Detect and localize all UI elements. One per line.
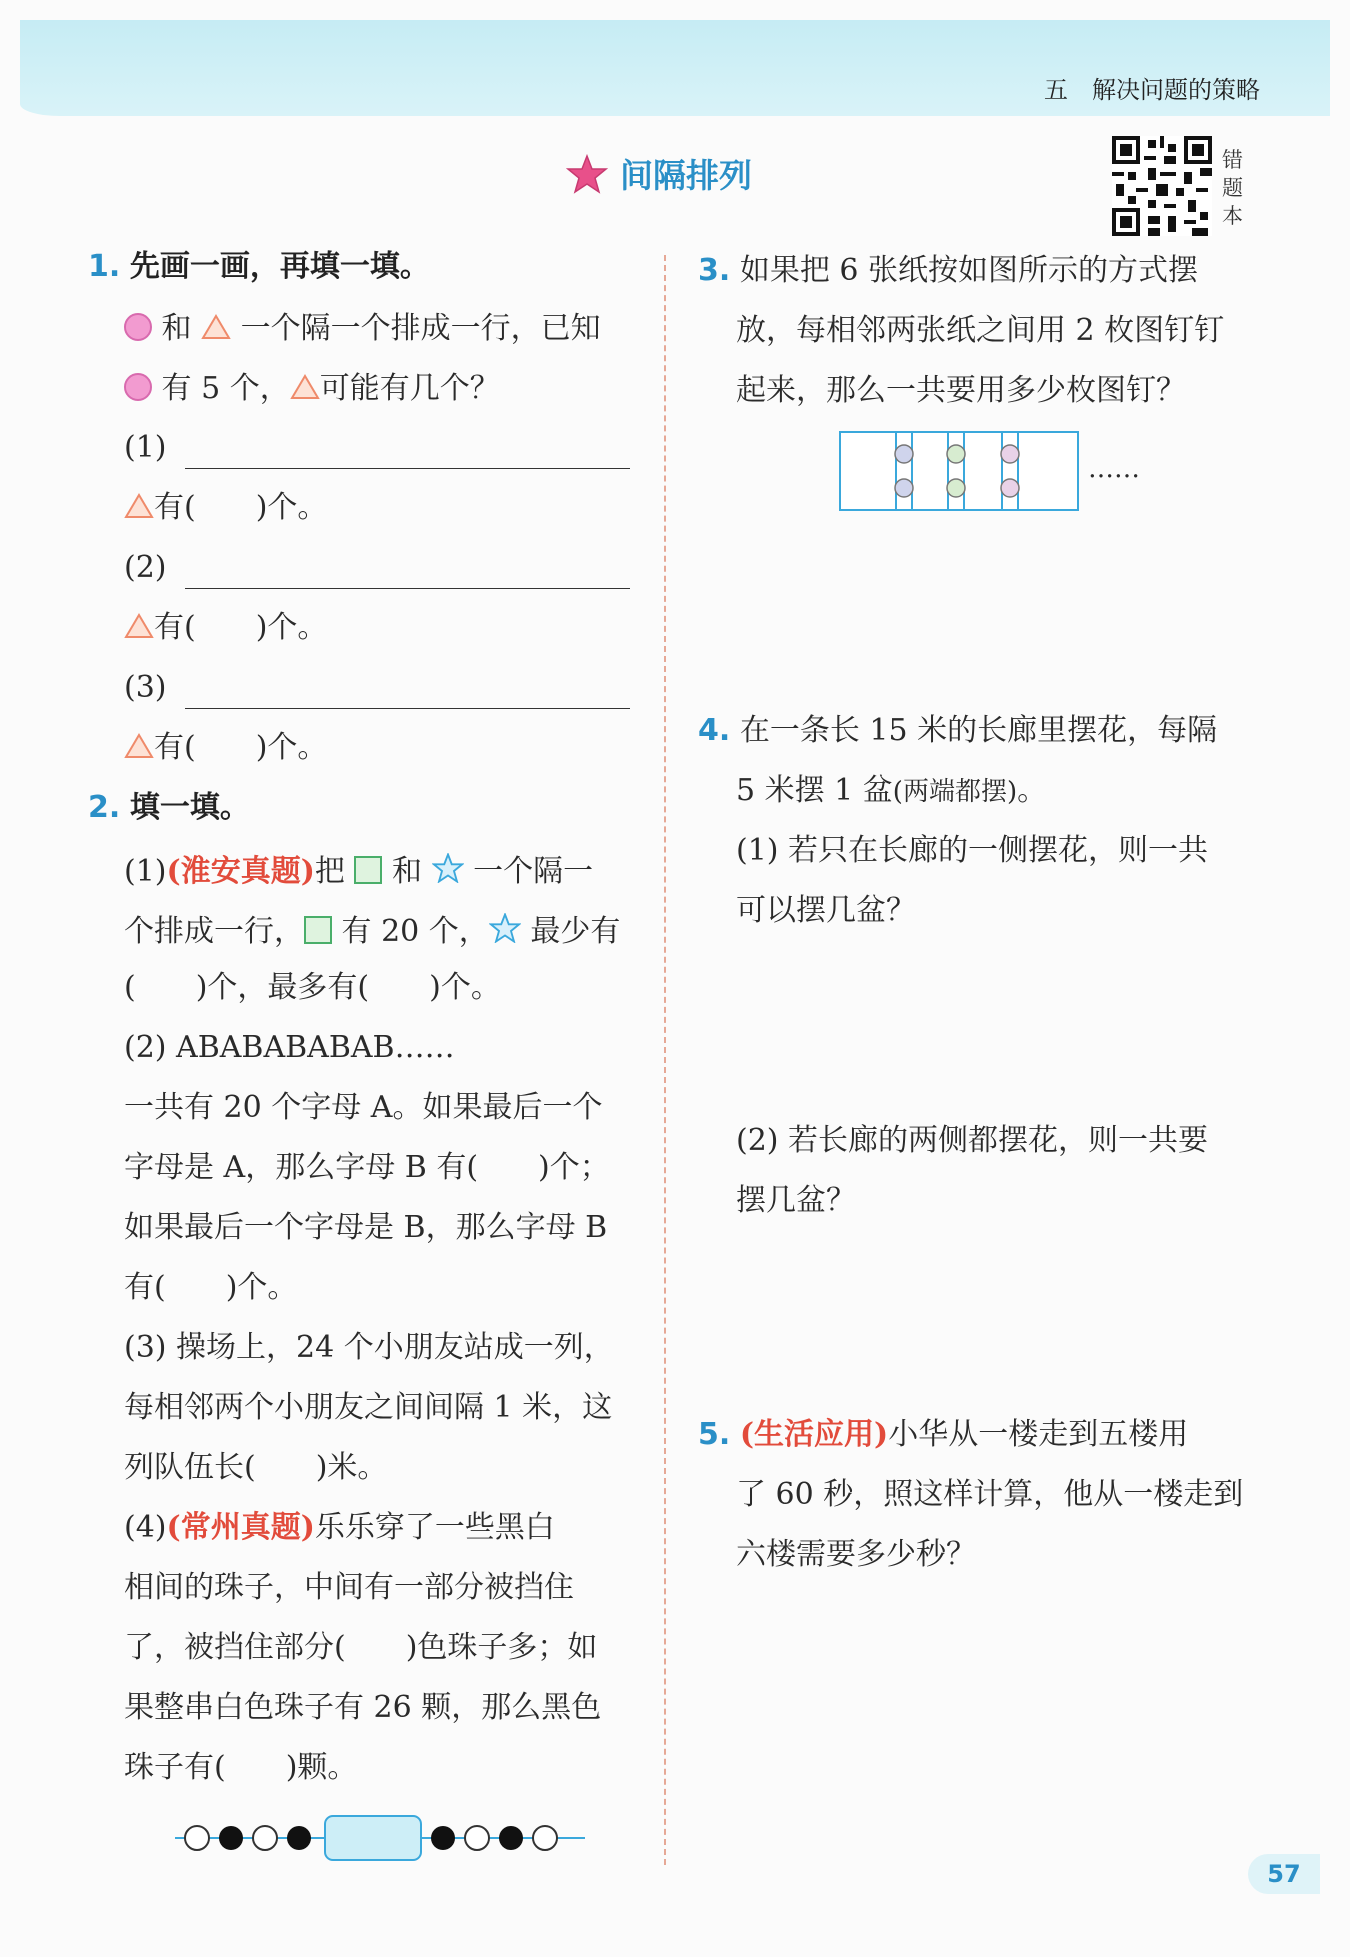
q2-s2-line-5: 有( )个。 <box>124 1270 298 1305</box>
pin-icon <box>895 479 913 497</box>
q1-line-1: 和 一个隔一个排成一行，已知 <box>124 313 601 344</box>
continuation-dots: …… <box>1088 454 1140 484</box>
q2-s3-line-1: (3) 操场上，24 个小朋友站成一列， <box>124 1330 614 1365</box>
lesson-title: 间隔排列 <box>620 156 752 195</box>
q2-s2-line-2: 一共有 20 个字母 A。如果最后一个 <box>124 1090 603 1125</box>
q1-part-1-label: (1) <box>124 430 167 465</box>
black-bead <box>499 1826 523 1850</box>
q5-line-3: 六楼需要多少秒？ <box>736 1537 976 1572</box>
paper-pins-figure <box>838 430 1080 512</box>
pink-circle-icon <box>124 313 152 341</box>
q2-s1-line-1: (1)(淮安真题)把 和 一个隔一 <box>124 854 594 889</box>
q2-heading: 2. 填一填。 <box>88 790 250 825</box>
q4-s2-line-1: (2) 若长廊的两侧都摆花，则一共要 <box>736 1123 1209 1158</box>
q2-s3-line-3: 列队伍长( )米。 <box>124 1450 388 1485</box>
star-icon <box>566 154 608 194</box>
lesson-heading <box>566 150 752 197</box>
blue-star-icon <box>432 853 464 883</box>
triangle-icon <box>124 733 154 759</box>
q2-s1-line-2: 个排成一行， 有 20 个， 最少有 <box>124 914 621 949</box>
q4-s1-line-2: 可以摆几盆？ <box>736 893 916 928</box>
white-bead <box>185 1826 209 1850</box>
triangle-icon <box>124 493 154 519</box>
green-square-icon <box>304 916 332 944</box>
q1-part-3-label: (3) <box>124 670 167 705</box>
triangle-icon <box>124 613 154 639</box>
chapter-title: 五 解决问题的策略 <box>1044 76 1260 104</box>
q2-s2-line-3: 字母是 A，那么字母 B 有( )个； <box>124 1150 610 1185</box>
source-tag: (淮安真题) <box>166 854 315 889</box>
hidden-part-box <box>325 1816 421 1860</box>
source-tag: (生活应用) <box>739 1417 889 1452</box>
pin-icon <box>1001 479 1019 497</box>
black-bead <box>431 1826 455 1850</box>
source-tag: (常州真题) <box>166 1510 315 1545</box>
q4-s1-line-1: (1) 若只在长廊的一侧摆花，则一共 <box>736 833 1209 868</box>
pin-icon <box>947 479 965 497</box>
triangle-icon <box>290 374 320 400</box>
column-divider <box>664 255 666 1865</box>
qr-code-icon[interactable] <box>1112 136 1212 236</box>
q2-s3-line-2: 每相邻两个小朋友之间间隔 1 米，这 <box>124 1390 613 1425</box>
q4-line-1: 4. 在一条长 15 米的长廊里摆花，每隔 <box>698 713 1218 748</box>
q4-line-2: 5 米摆 1 盆(两端都摆)。 <box>736 773 1048 808</box>
white-bead <box>465 1826 489 1850</box>
q1-line-2: 有 5 个， 可能有几个？ <box>124 373 500 404</box>
q5-line-2: 了 60 秒，照这样计算，他从一楼走到 <box>736 1477 1244 1512</box>
q2-s2-line-4: 如果最后一个字母是 B，那么字母 B <box>124 1210 608 1245</box>
q1-part-1-answer: 有( )个。 <box>124 493 327 523</box>
q1-part-2-label: (2) <box>124 550 167 585</box>
black-bead <box>219 1826 243 1850</box>
q2-s4-line-5: 珠子有( )颗。 <box>124 1750 358 1785</box>
q2-s4-line-1: (4)(常州真题)乐乐穿了一些黑白 <box>124 1510 555 1545</box>
green-square-icon <box>354 856 382 884</box>
q2-s2-line-1: (2) ABABABABAB…… <box>124 1030 455 1065</box>
blue-star-icon <box>489 913 521 943</box>
error-book-label: 错 题 本 <box>1222 148 1243 228</box>
q4-s2-line-2: 摆几盆？ <box>736 1183 856 1218</box>
q1-heading: 1. 先画一画，再填一填。 <box>88 249 430 284</box>
q3-line-2: 放，每相邻两张纸之间用 2 枚图钉钉 <box>736 313 1225 348</box>
pin-icon <box>1001 445 1019 463</box>
q2-s4-line-2: 相间的珠子，中间有一部分被挡住 <box>124 1570 574 1605</box>
page-number: 57 <box>1248 1854 1320 1894</box>
pin-icon <box>947 445 965 463</box>
q5-line-1: 5. (生活应用)小华从一楼走到五楼用 <box>698 1417 1189 1452</box>
q2-s4-line-4: 果整串白色珠子有 26 颗，那么黑色 <box>124 1690 602 1725</box>
bead-string-figure <box>175 1810 585 1866</box>
q2-s4-line-3: 了，被挡住部分( )色珠子多；如 <box>124 1630 598 1665</box>
q1-part-3-answer-line[interactable] <box>185 708 630 709</box>
triangle-icon <box>201 314 231 340</box>
white-bead <box>533 1826 557 1850</box>
q1-part-3-answer: 有( )个。 <box>124 733 327 763</box>
q1-part-2-answer-line[interactable] <box>185 588 630 589</box>
q1-part-1-answer-line[interactable] <box>185 468 630 469</box>
pink-circle-icon <box>124 373 152 401</box>
q2-s1-line-3: ( )个，最多有( )个。 <box>124 970 501 1005</box>
white-bead <box>253 1826 277 1850</box>
q1-part-2-answer: 有( )个。 <box>124 613 327 643</box>
q3-line-3: 起来，那么一共要用多少枚图钉？ <box>736 373 1186 408</box>
q3-line-1: 3. 如果把 6 张纸按如图所示的方式摆 <box>698 253 1198 288</box>
black-bead <box>287 1826 311 1850</box>
pin-icon <box>895 445 913 463</box>
